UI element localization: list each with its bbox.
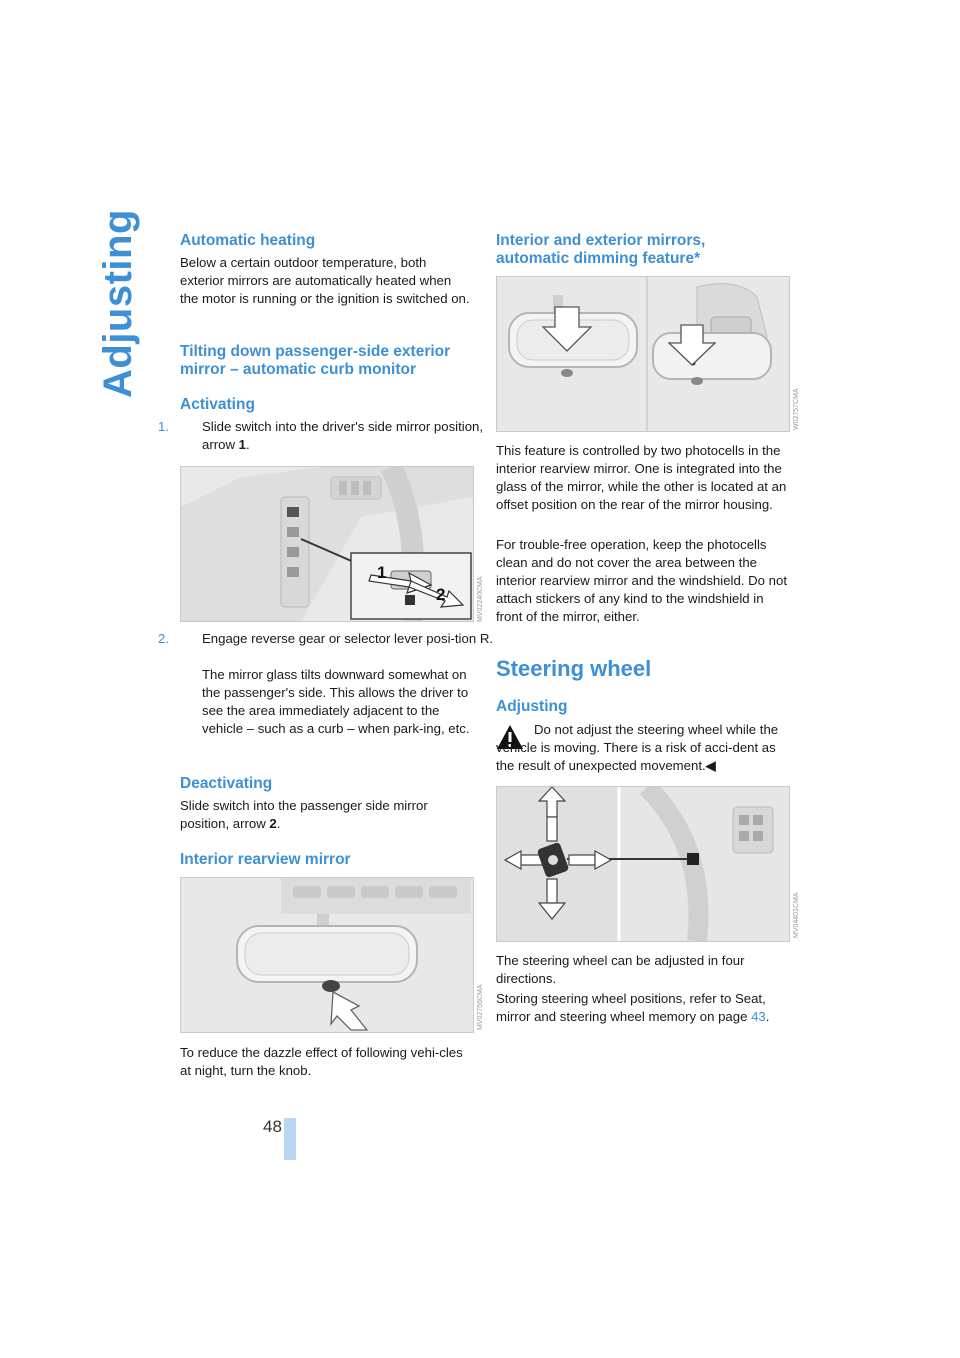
step-1 bbox=[158, 418, 494, 454]
figure-rearview-mirror bbox=[180, 877, 474, 1033]
step-2 bbox=[158, 630, 494, 648]
heading-tilting-line2: mirror – automatic curb monitor bbox=[180, 361, 416, 378]
deactivating-end: . bbox=[276, 816, 281, 831]
heading-tilting-line1: Tilting down passenger-side exterior bbox=[180, 343, 451, 360]
heading-adjusting: Adjusting bbox=[496, 698, 568, 715]
heading-steering-wheel: Steering wheel bbox=[496, 656, 652, 681]
dimming-paragraph-1: This feature is controlled by two photocells in the interior rearview mirror. One is integrated into the glass of the mirror, while the other is located at an offset position on the rear of the mirror housing. bbox=[496, 443, 787, 512]
deactivating-text-body: Slide switch into the passenger side mirror position, arrow bbox=[180, 798, 428, 831]
mirror-switch-illustration bbox=[181, 467, 473, 621]
heading-tilting-mirror bbox=[180, 343, 480, 379]
page-link-43[interactable]: 43 bbox=[751, 1009, 766, 1024]
heading-dimming-line1: Interior and exterior mirrors, bbox=[496, 232, 706, 249]
end-marker-icon: ◀ bbox=[705, 758, 716, 773]
figure-dimming-mirror bbox=[496, 276, 790, 432]
steering-paragraph-2 bbox=[496, 990, 790, 1026]
figure-label-1: 1 bbox=[377, 563, 387, 582]
figure2-code: MV02756CMA bbox=[477, 984, 484, 1030]
page-number: 48 bbox=[263, 1117, 282, 1136]
step-1-arrow-ref: 1 bbox=[238, 437, 246, 452]
figure3-code: W02757CMA bbox=[793, 388, 800, 430]
deactivating-arrow-ref: 2 bbox=[269, 816, 277, 831]
steering-warning-text: Do not adjust the steering wheel while the vehicle is moving. There is a risk of acci-dent as the result of unexpected movement. bbox=[496, 722, 779, 773]
heading-activating: Activating bbox=[180, 396, 255, 413]
steering-adjust-illustration bbox=[497, 787, 789, 941]
chapter-side-title bbox=[96, 209, 156, 398]
figure1-code: MV02240CMA bbox=[477, 576, 484, 622]
figure-steering-adjust bbox=[496, 786, 790, 942]
heading-auto-dimming bbox=[496, 232, 796, 268]
page-marker-bar bbox=[284, 1118, 296, 1160]
steering-paragraph-2-end: . bbox=[765, 1009, 770, 1024]
heading-interior-rearview-mirror: Interior rearview mirror bbox=[180, 851, 351, 868]
step-2-number: 2. bbox=[158, 631, 169, 646]
step-2-detail: The mirror glass tilts downward somewhat on the passenger's side. This allows the driver to see the area immediately adjacent to the vehicle – such as a curb – when park-ing, etc. bbox=[202, 667, 470, 736]
step-2-text: Engage reverse gear or selector lever posi-tion R. bbox=[202, 631, 494, 646]
steering-paragraph-1: The steering wheel can be adjusted in four directions. bbox=[496, 953, 745, 986]
steering-warning bbox=[496, 721, 790, 775]
dimming-mirror-illustration bbox=[497, 277, 789, 431]
dimming-paragraph-2: For trouble-free operation, keep the photocells clean and do not cover the area between the interior rearview mirror and the windshield. Do not attach stickers of any kind to the windshield in front of the mirror, either. bbox=[496, 537, 787, 624]
deactivating-text bbox=[180, 797, 472, 833]
figure-mirror-switch bbox=[180, 466, 474, 622]
step-1-end: . bbox=[245, 437, 250, 452]
automatic-heating-text: Below a certain outdoor temperature, both exterior mirrors are automatically heated when the motor is running or the ignition is switched on. bbox=[180, 255, 470, 306]
heading-deactivating: Deactivating bbox=[180, 775, 273, 792]
step-1-text: Slide switch into the driver's side mirror position, arrow bbox=[202, 419, 484, 452]
chapter-title-text: Adjusting bbox=[96, 209, 140, 398]
figure-label-2: 2 bbox=[436, 585, 446, 604]
heading-dimming-line2: automatic dimming feature* bbox=[496, 250, 701, 267]
heading-automatic-heating: Automatic heating bbox=[180, 232, 316, 249]
steering-paragraph-2-text: Storing steering wheel positions, refer to Seat, mirror and steering wheel memory on page bbox=[496, 991, 766, 1024]
step-1-number: 1. bbox=[158, 419, 169, 434]
figure4-code: MV04401CMA bbox=[793, 892, 800, 938]
rearview-mirror-illustration bbox=[181, 878, 473, 1032]
interior-mirror-text: To reduce the dazzle effect of following vehi-cles at night, turn the knob. bbox=[180, 1045, 463, 1078]
